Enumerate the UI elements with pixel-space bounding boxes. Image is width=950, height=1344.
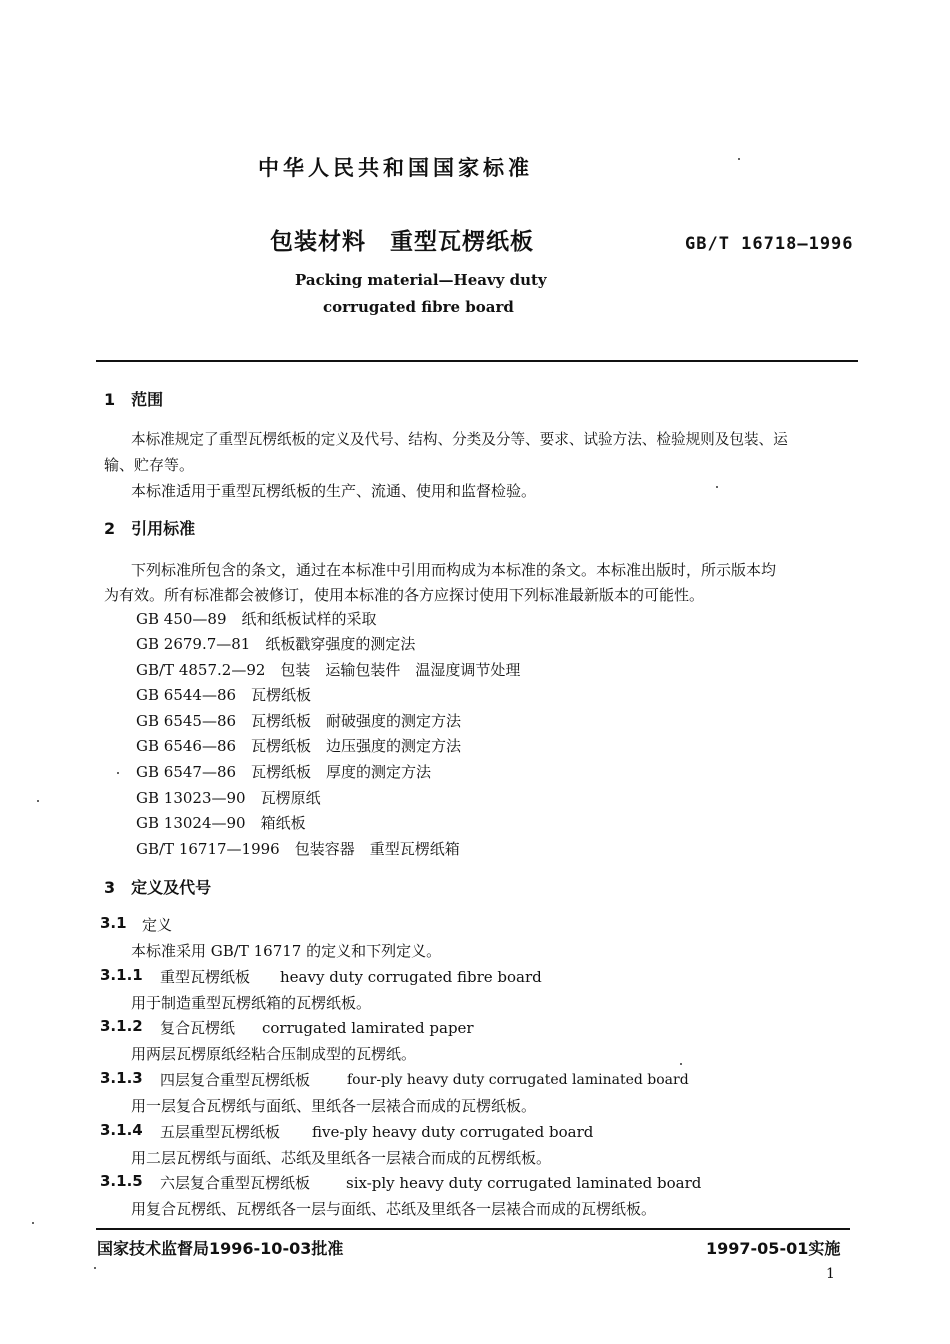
term-name-cn: 重型瓦楞纸板 [160,968,251,986]
term-number: 3.1.1 [100,966,143,984]
term-name-en: four-ply heavy duty corrugated laminated board [347,1072,689,1088]
standard-number: GB/T 16718—1996 [685,234,854,254]
term-name-en: heavy duty corrugated fibre board [280,968,542,986]
scan-speck [117,772,119,774]
term-name-en: five-ply heavy duty corrugated board [312,1123,594,1141]
term-name-cn: 六层复合重型瓦楞纸板 [160,1174,311,1192]
term-name-cn: 复合瓦楞纸 [160,1019,236,1037]
scan-speck [94,1267,96,1269]
reference-item: GB/T 4857.2—92 包装 运输包装件 温湿度调节处理 [136,661,521,679]
section-1-heading: 1 范围 [104,390,164,409]
title-en-line2: corrugated fibre board [323,298,514,316]
term-definition: 用于制造重型瓦楞纸箱的瓦楞纸板。 [131,994,372,1012]
title-cn: 包装材料 重型瓦楞纸板 [270,229,534,255]
term-definition: 用两层瓦楞原纸经粘合压制成型的瓦楞纸。 [131,1045,417,1063]
implementation-date: 1997-05-01实施 [706,1239,841,1258]
section-2-paragraph-1-cont: 为有效。所有标准都会被修订，使用本标准的各方应探讨使用下列标准最新版本的可能性。 [104,586,705,604]
section-2-heading: 2 引用标准 [104,519,196,538]
reference-item: GB/T 16717—1996 包装容器 重型瓦楞纸箱 [136,840,460,858]
reference-item: GB 6545—86 瓦楞纸板 耐破强度的测定方法 [136,712,462,730]
section-1-paragraph-1: 本标准规定了重型瓦楞纸板的定义及代号、结构、分类及分等、要求、试验方法、检验规则及包装、运 [131,431,788,448]
section-3-heading: 3 定义及代号 [104,878,212,897]
clause-3-1-text: 本标准采用 GB/T 16717 的定义和下列定义。 [131,942,442,960]
term-number: 3.1.5 [100,1172,143,1190]
section-2-paragraph-1: 下列标准所包含的条文，通过在本标准中引用而构成为本标准的条文。本标准出版时，所示版本均 [131,561,777,579]
section-1-paragraph-1-cont: 输、贮存等。 [104,456,195,474]
term-number: 3.1.3 [100,1069,143,1087]
header-rule [96,360,858,362]
scan-speck [680,1063,682,1065]
clause-3-1-number: 3.1 [100,914,127,932]
term-definition: 用一层复合瓦楞纸与面纸、里纸各一层裱合而成的瓦楞纸板。 [131,1097,537,1115]
title-en-line1: Packing material—Heavy duty [295,271,547,289]
scan-speck [37,800,39,802]
page-number: 1 [826,1266,835,1282]
scan-speck [32,1222,34,1224]
reference-item: GB 13023—90 瓦楞原纸 [136,789,321,807]
reference-item: GB 6544—86 瓦楞纸板 [136,686,312,704]
reference-item: GB 2679.7—81 纸板戳穿强度的测定法 [136,635,416,653]
term-number: 3.1.2 [100,1017,143,1035]
reference-item: GB 450—89 纸和纸板试样的采取 [136,610,377,628]
section-1-paragraph-2: 本标准适用于重型瓦楞纸板的生产、流通、使用和监督检验。 [131,482,537,500]
term-definition: 用二层瓦楞纸与面纸、芯纸及里纸各一层裱合而成的瓦楞纸板。 [131,1149,552,1167]
term-number: 3.1.4 [100,1121,143,1139]
reference-item: GB 6546—86 瓦楞纸板 边压强度的测定方法 [136,737,462,755]
term-definition: 用复合瓦楞纸、瓦楞纸各一层与面纸、芯纸及里纸各一层裱合而成的瓦楞纸板。 [131,1200,657,1218]
clause-3-1-title: 定义 [142,916,173,934]
national-standard-heading: 中华人民共和国国家标准 [258,156,533,180]
reference-item: GB 13024—90 箱纸板 [136,814,306,832]
footer-rule [96,1228,850,1230]
term-name-cn: 四层复合重型瓦楞纸板 [160,1071,311,1089]
reference-item: GB 6547—86 瓦楞纸板 厚度的测定方法 [136,763,432,781]
approval-line: 国家技术监督局1996-10-03批准 [97,1239,344,1258]
term-name-en: six-ply heavy duty corrugated laminated board [346,1174,702,1192]
term-name-cn: 五层重型瓦楞纸板 [160,1123,281,1141]
scan-speck [738,158,740,160]
scan-speck [716,486,718,488]
term-name-en: corrugated lamirated paper [262,1019,474,1037]
